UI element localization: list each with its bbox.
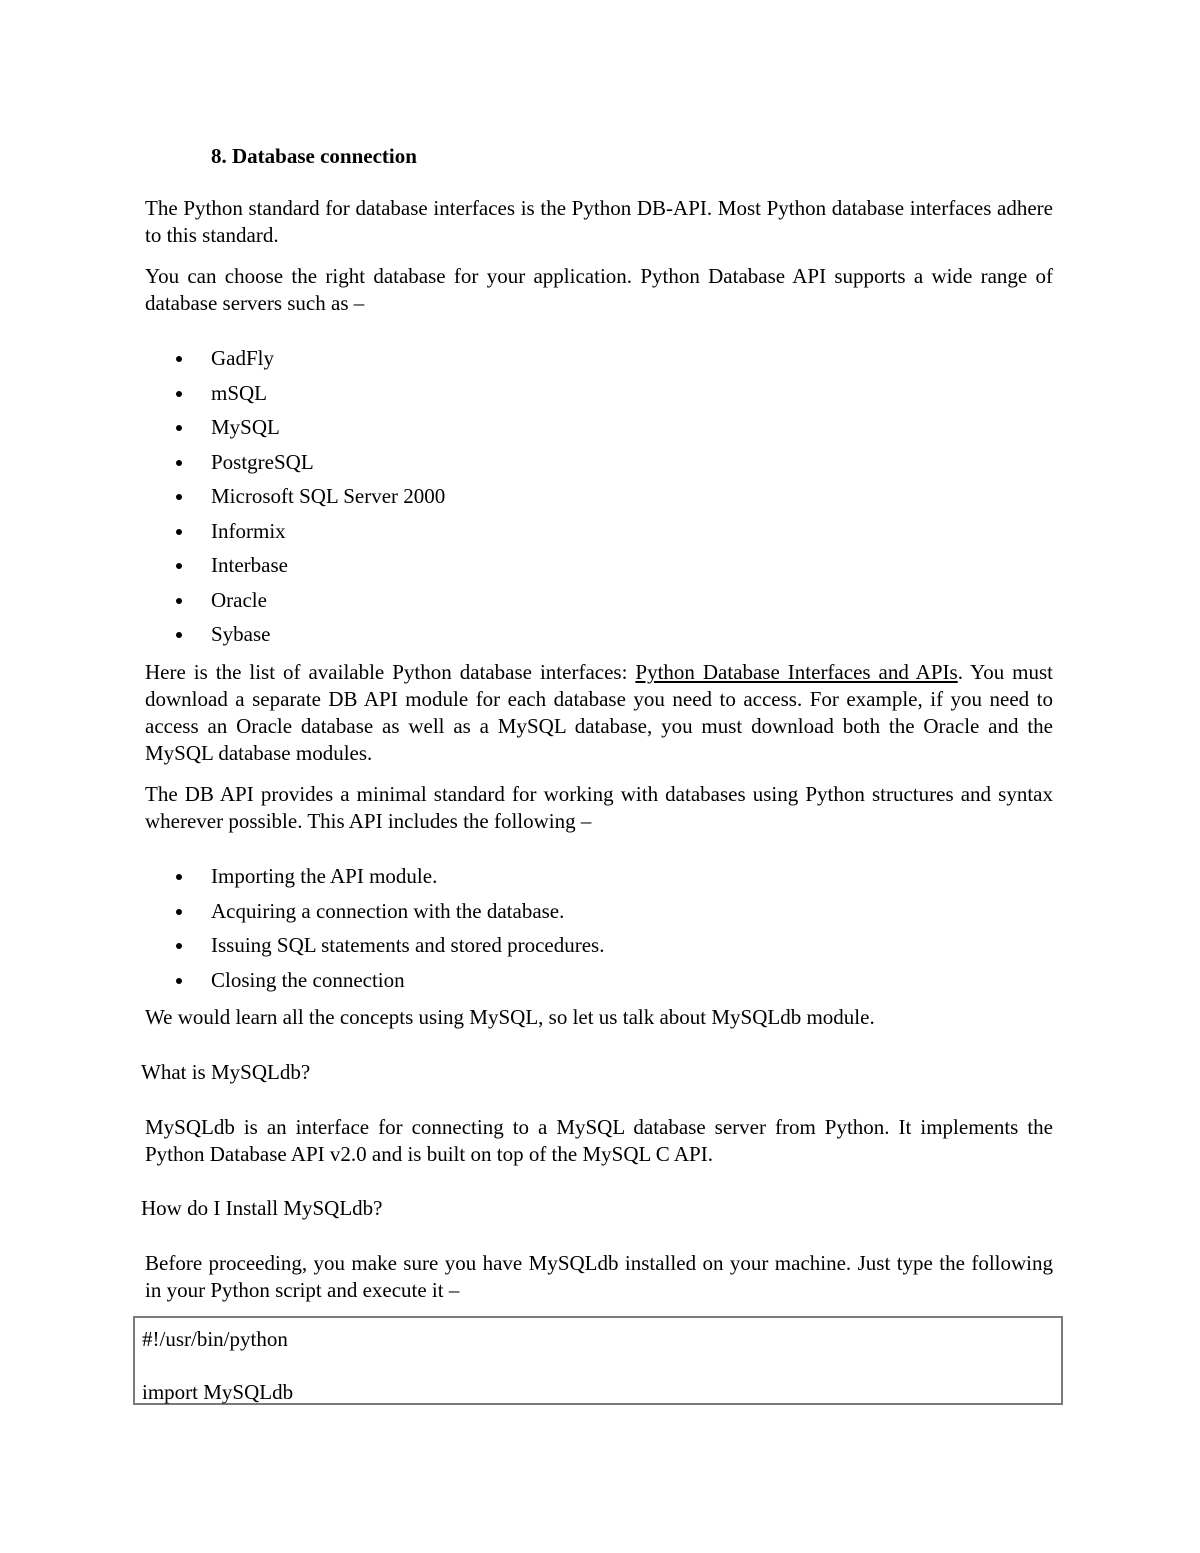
intro-paragraph-2: You can choose the right database for your application. Python Database API supports a wide range of database servers such as –: [145, 264, 1053, 315]
bullet-icon: [176, 598, 182, 604]
section-heading: 8. Database connection: [211, 144, 417, 168]
dbapi-feature-list: [145, 863, 604, 1001]
list-item: MySQL: [145, 414, 445, 449]
interfaces-paragraph: Here is the list of available Python database interfaces: Python Database Interfaces and APIs. You must download a separate DB API module for each database you need to access. For example, if you need to access an Oracle database as well as a MySQL database, you must download both the Oracle and the MySQL database modules.: [145, 660, 1053, 765]
bullet-icon: [176, 494, 182, 500]
dbapi-paragraph: The DB API provides a minimal standard for working with databases using Python structures and syntax wherever possible. This API includes the following –: [145, 782, 1053, 833]
list-item: Importing the API module.: [145, 863, 604, 898]
bullet-icon: [176, 563, 182, 569]
bullet-icon: [176, 943, 182, 949]
bullet-icon: [176, 529, 182, 535]
database-server-list: [145, 345, 445, 656]
list-item: Closing the connection: [145, 967, 604, 1002]
bullet-icon: [176, 978, 182, 984]
python-db-interfaces-link[interactable]: Python Database Interfaces and APIs: [635, 660, 958, 684]
code-line-shebang: #!/usr/bin/python: [142, 1327, 288, 1351]
bullet-icon: [176, 356, 182, 362]
install-instructions-paragraph: Before proceeding, you make sure you have MySQLdb installed on your machine. Just type the following in your Python script and execute it –: [145, 1251, 1053, 1302]
intro-paragraph-1: The Python standard for database interfaces is the Python DB-API. Most Python database interfaces adhere to this standard.: [145, 196, 1053, 247]
list-item: Microsoft SQL Server 2000: [145, 483, 445, 518]
bullet-icon: [176, 391, 182, 397]
list-item: PostgreSQL: [145, 449, 445, 484]
list-item: Sybase: [145, 621, 445, 656]
bullet-icon: [176, 632, 182, 638]
bullet-icon: [176, 909, 182, 915]
list-item: Acquiring a connection with the database.: [145, 898, 604, 933]
list-item: Oracle: [145, 587, 445, 622]
what-is-mysqldb-question: What is MySQLdb?: [141, 1060, 311, 1084]
bullet-icon: [176, 460, 182, 466]
list-item: Informix: [145, 518, 445, 553]
list-item: Interbase: [145, 552, 445, 587]
install-mysqldb-question: How do I Install MySQLdb?: [141, 1196, 383, 1220]
code-block: [133, 1316, 1063, 1405]
bullet-icon: [176, 425, 182, 431]
list-item: mSQL: [145, 380, 445, 415]
list-item: Issuing SQL statements and stored procedures.: [145, 932, 604, 967]
list-item: GadFly: [145, 345, 445, 380]
mysqldb-description-paragraph: MySQLdb is an interface for connecting to a MySQL database server from Python. It implements the Python Database API v2.0 and is built on top of the MySQL C API.: [145, 1115, 1053, 1166]
code-line-import: import MySQLdb: [142, 1380, 294, 1404]
mysql-intro-paragraph: We would learn all the concepts using MySQL, so let us talk about MySQLdb module.: [145, 1005, 875, 1029]
bullet-icon: [176, 874, 182, 880]
